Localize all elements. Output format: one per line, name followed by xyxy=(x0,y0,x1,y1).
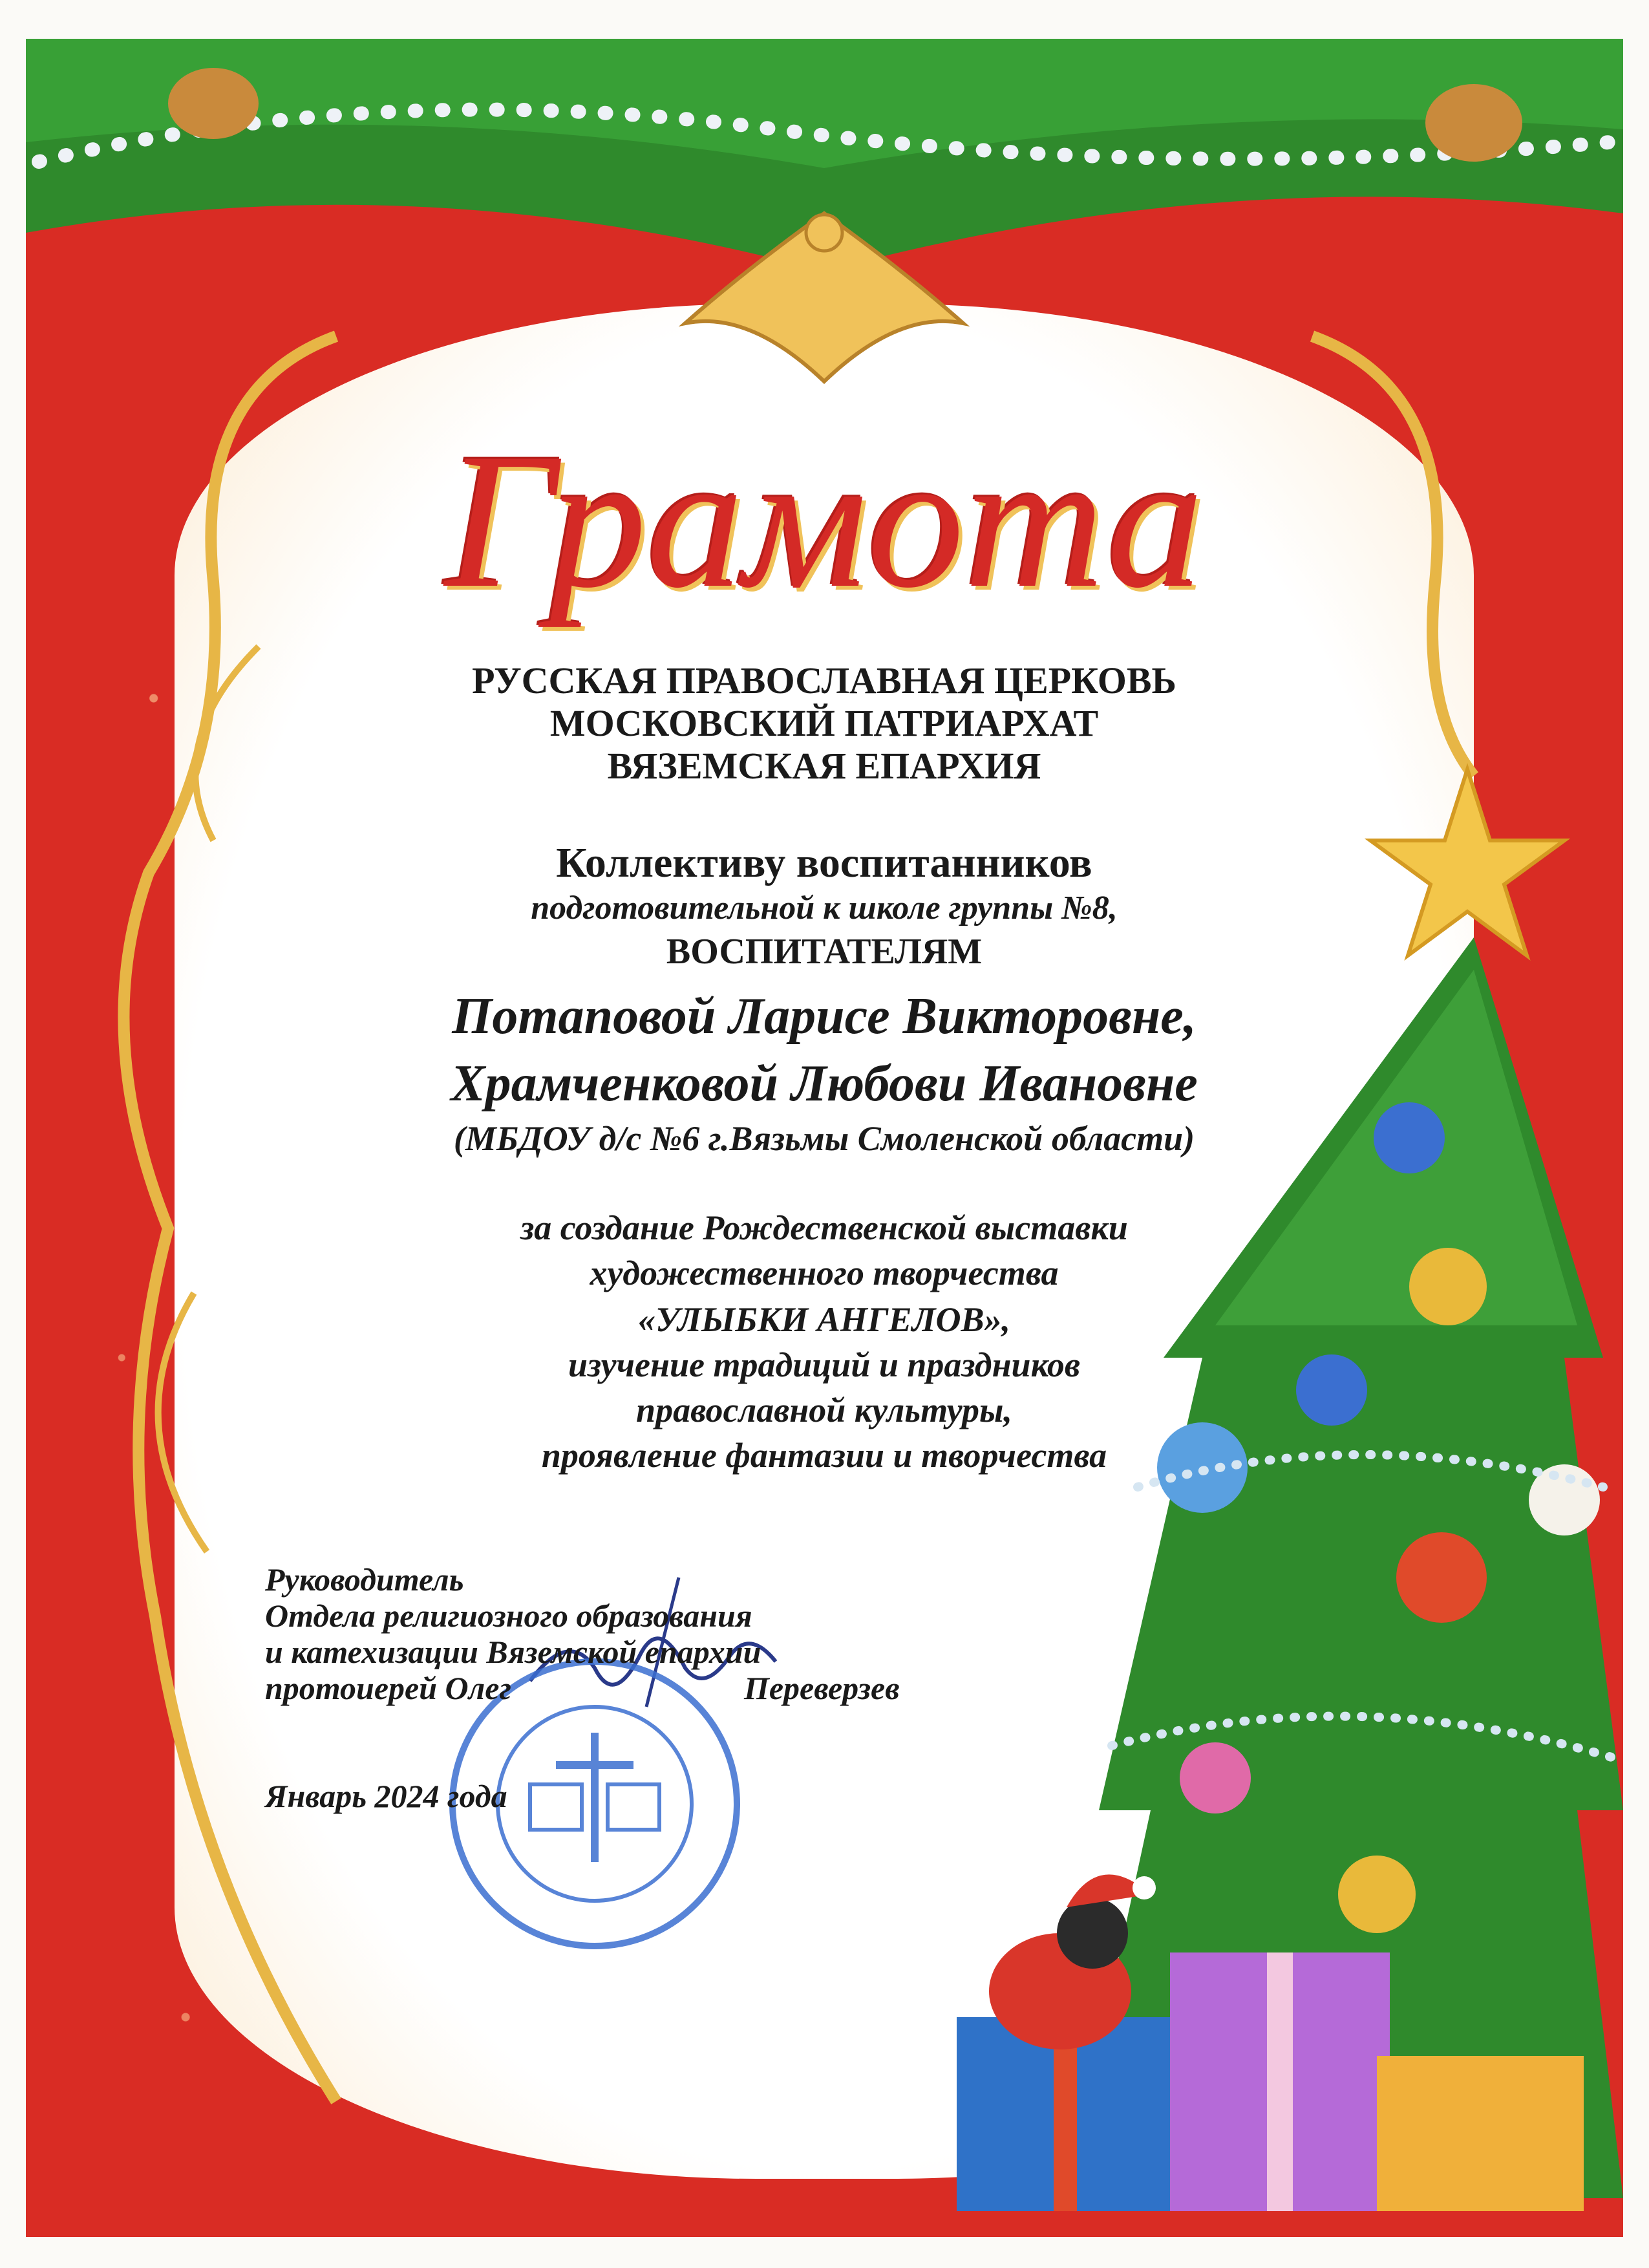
signer-title-2: Отдела религиозного образования xyxy=(265,1598,752,1634)
gold-ornament-right xyxy=(1312,336,1474,776)
signer-position: протоиерей Олег xyxy=(265,1670,511,1706)
gold-ornament-left xyxy=(123,336,336,2101)
recipient-group: подготовительной к школе группы №8, xyxy=(531,890,1118,926)
reason-line-5: православной культуры, xyxy=(636,1391,1012,1429)
reason-line-4: изучение традиций и праздников xyxy=(568,1345,1081,1384)
recipient: Коллективу воспитанников xyxy=(556,839,1092,886)
reason-line-1: за создание Рождественской выставки xyxy=(520,1208,1128,1247)
institution: (МБДОУ д/с №6 г.Вязьмы Смоленской области) xyxy=(453,1119,1195,1158)
signer-title-1: Руководитель xyxy=(265,1561,464,1598)
signer-name-line xyxy=(265,1670,900,1706)
organization-line-3: ВЯЗЕМСКАЯ ЕПАРХИЯ xyxy=(607,745,1041,787)
reason-line-3: «УЛЫБКИ АНГЕЛОВ», xyxy=(637,1300,1011,1339)
star-icon xyxy=(1370,769,1564,956)
signer-title-3: и катехизации Вяземской епархии xyxy=(265,1634,761,1670)
teacher-name-2: Храмченковой Любови Ивановне xyxy=(451,1055,1198,1112)
teacher-name-1: Потаповой Ларисе Викторовне, xyxy=(452,988,1197,1045)
reason-line-2: художественного творчества xyxy=(590,1254,1059,1292)
signer-surname: Переверзев xyxy=(743,1670,900,1706)
organization-line-2: МОСКОВСКИЙ ПАТРИАРХАТ xyxy=(549,702,1099,744)
organization-line-1: РУССКАЯ ПРАВОСЛАВНАЯ ЦЕРКОВЬ xyxy=(472,659,1176,701)
issue-date: Январь 2024 года xyxy=(265,1778,507,1814)
certificate-title: Грамота xyxy=(444,413,1204,628)
reason-line-6: проявление фантазии и творчества xyxy=(541,1436,1107,1475)
teachers-label: ВОСПИТАТЕЛЯМ xyxy=(666,932,983,972)
